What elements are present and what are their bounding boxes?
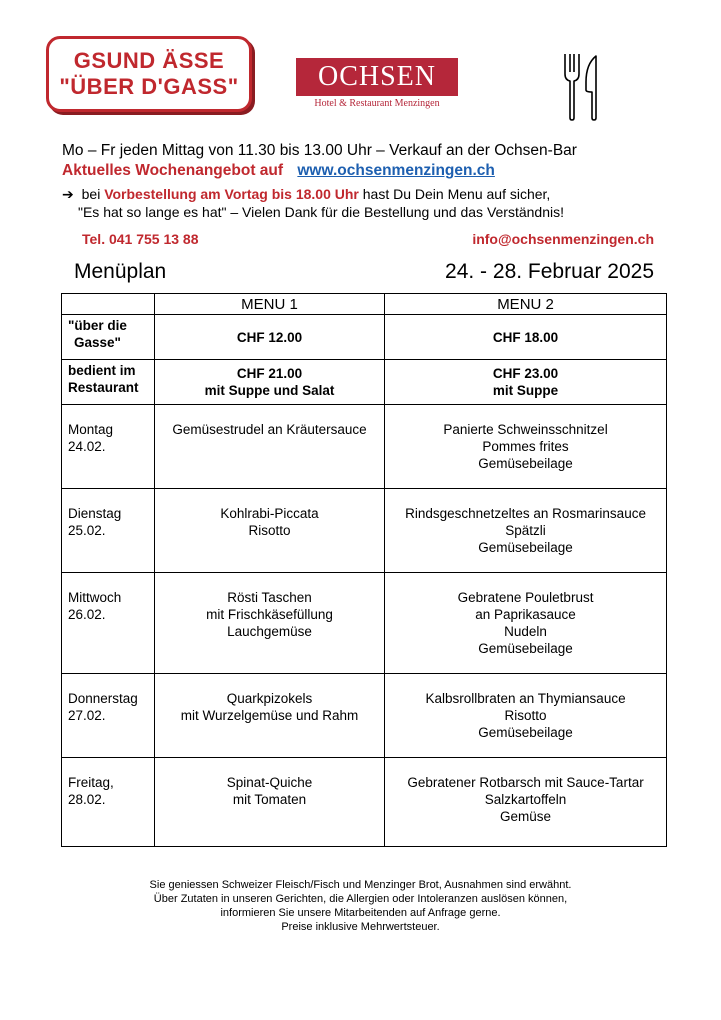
dish-line: Gemüsebeilage: [478, 456, 573, 471]
day-name: Freitag,: [68, 775, 114, 790]
menu-1-dish: [154, 405, 384, 489]
menu-2-dish: [385, 405, 667, 489]
gasse-label: [62, 315, 155, 360]
day-date: 25.02.: [68, 523, 106, 538]
dish-line: mit Wurzelgemüse und Rahm: [180, 708, 359, 723]
day-date: 24.02.: [68, 439, 106, 454]
day-cell: [62, 489, 155, 573]
menu-2-dish: [385, 573, 667, 674]
preorder-post: hast Du Dein Menu auf sicher,: [362, 186, 551, 202]
dish-line: Gebratene Pouletbrust: [457, 590, 594, 605]
restaurant-label: [62, 360, 155, 405]
day-date: 27.02.: [68, 708, 106, 723]
gasse-price-m2: CHF 18.00: [385, 315, 667, 360]
dish-line: Quarkpizokels: [226, 691, 313, 706]
dish-line: Nudeln: [504, 624, 547, 639]
gasse-price-m1: CHF 12.00: [154, 315, 384, 360]
preorder-pre: bei: [81, 186, 101, 202]
restaurant-price-row: [62, 360, 667, 405]
badge-line-2: "ÜBER D'GASS": [59, 74, 239, 99]
dish-line: Gemüsestrudel an Kräutersauce: [172, 422, 367, 437]
day-date: 26.02.: [68, 607, 106, 622]
dish-line: Lauchgemüse: [227, 624, 312, 639]
dish-line: Gemüse: [500, 809, 552, 824]
dish-line: Salzkartoffeln: [484, 792, 567, 807]
day-name: Dienstag: [68, 506, 122, 521]
day-cell: [62, 573, 155, 674]
logo-name: OCHSEN: [296, 58, 458, 96]
header-empty-cell: [62, 294, 155, 315]
badge-line-1: GSUND ÄSSE: [73, 48, 225, 73]
ochsen-logo: [296, 58, 458, 109]
dish-line: Rindsgeschnetzeltes an Rosmarinsauce: [405, 506, 646, 521]
header-menu-2: MENU 2: [385, 294, 667, 315]
thank-you-line: "Es hat so lange es hat" – Vielen Dank für die Bestellung und das Verständnis!: [78, 204, 564, 220]
dish-line: Gemüsebeilage: [478, 641, 573, 656]
gasse-price-row: [62, 315, 667, 360]
footer-line: informieren Sie unsere Mitarbeitenden auf Anfrage gerne.: [220, 907, 501, 919]
table-row-tuesday: [62, 489, 667, 573]
weekly-offer-line: [62, 162, 495, 180]
restaurant-m1-note: mit Suppe und Salat: [204, 383, 335, 398]
dish-line: mit Frischkäsefüllung: [206, 607, 333, 622]
day-name: Mittwoch: [68, 590, 122, 605]
table-row-friday: [62, 758, 667, 847]
footer-notes: [0, 878, 721, 934]
dish-line: Kalbsrollbraten an Thymiansauce: [425, 691, 626, 706]
gasse-label-1: "über die: [68, 318, 127, 333]
table-row-wednesday: [62, 573, 667, 674]
dish-line: Gebratener Rotbarsch mit Sauce-Tartar: [407, 775, 644, 790]
menu-2-dish: [385, 758, 667, 847]
table-row-thursday: [62, 674, 667, 758]
page-title: Menüplan: [74, 260, 167, 283]
dish-line: an Paprikasauce: [475, 607, 576, 622]
footer-line: Über Zutaten in unseren Gerichten, die Allergien oder Intoleranzen auslösen können,: [153, 893, 568, 905]
opening-hours: Mo – Fr jeden Mittag von 11.30 bis 13.00 Uhr – Verkauf an der Ochsen-Bar: [62, 142, 577, 159]
restaurant-price-m2: [385, 360, 667, 405]
menu-2-dish: [385, 489, 667, 573]
header-row: [62, 294, 667, 315]
dish-line: Spinat-Quiche: [226, 775, 313, 790]
gsund-aesse-badge: [46, 36, 252, 112]
website-link[interactable]: www.ochsenmenzingen.ch: [297, 162, 495, 179]
date-range: 24. - 28. Februar 2025: [445, 260, 654, 283]
dish-line: Panierte Schweinsschnitzel: [443, 422, 608, 437]
restaurant-price-m1: [154, 360, 384, 405]
restaurant-m2-price: CHF 23.00: [492, 366, 559, 381]
day-date: 28.02.: [68, 792, 106, 807]
dish-line: Rösti Taschen: [227, 590, 312, 605]
menu-1-dish: [154, 674, 384, 758]
dish-line: Gemüsebeilage: [478, 725, 573, 740]
menu-2-dish: [385, 674, 667, 758]
menu-1-dish: [154, 758, 384, 847]
day-cell: [62, 405, 155, 489]
arrow-right-icon: ➔: [62, 186, 74, 202]
gasse-label-2: Gasse": [74, 335, 121, 350]
restaurant-m1-price: CHF 21.00: [236, 366, 303, 381]
restaurant-m2-note: mit Suppe: [492, 383, 559, 398]
day-cell: [62, 758, 155, 847]
menu-table: [61, 293, 667, 847]
menu-1-dish: [154, 573, 384, 674]
email-link[interactable]: info@ochsenmenzingen.ch: [472, 231, 654, 247]
phone-number[interactable]: Tel. 041 755 13 88: [82, 231, 199, 247]
dish-line: Kohlrabi-Piccata: [220, 506, 319, 521]
dish-line: Pommes frites: [482, 439, 569, 454]
weekly-offer-text: Aktuelles Wochenangebot auf: [62, 162, 284, 179]
dish-line: mit Tomaten: [232, 792, 307, 807]
dish-line: Risotto: [248, 523, 291, 538]
restaurant-label-2: Restaurant: [68, 380, 139, 395]
footer-line: Sie geniessen Schweizer Fleisch/Fisch und Menzinger Brot, Ausnahmen sind erwähnt.: [149, 879, 572, 891]
header-menu-1: MENU 1: [154, 294, 384, 315]
restaurant-label-1: bedient im: [68, 363, 136, 378]
table-row-monday: [62, 405, 667, 489]
menu-1-dish: [154, 489, 384, 573]
logo-subtitle: Hotel & Restaurant Menzingen: [314, 98, 440, 109]
day-cell: [62, 674, 155, 758]
day-name: Montag: [68, 422, 114, 437]
footer-line: Preise inklusive Mehrwertsteuer.: [281, 921, 440, 933]
dish-line: Spätzli: [505, 523, 546, 538]
preorder-deadline: Vorbestellung am Vortag bis 18.00 Uhr: [104, 186, 359, 202]
dish-line: Gemüsebeilage: [478, 540, 573, 555]
preorder-line: [62, 186, 550, 203]
day-name: Donnerstag: [68, 691, 138, 706]
dish-line: Risotto: [504, 708, 547, 723]
fork-knife-icon: [562, 52, 602, 122]
